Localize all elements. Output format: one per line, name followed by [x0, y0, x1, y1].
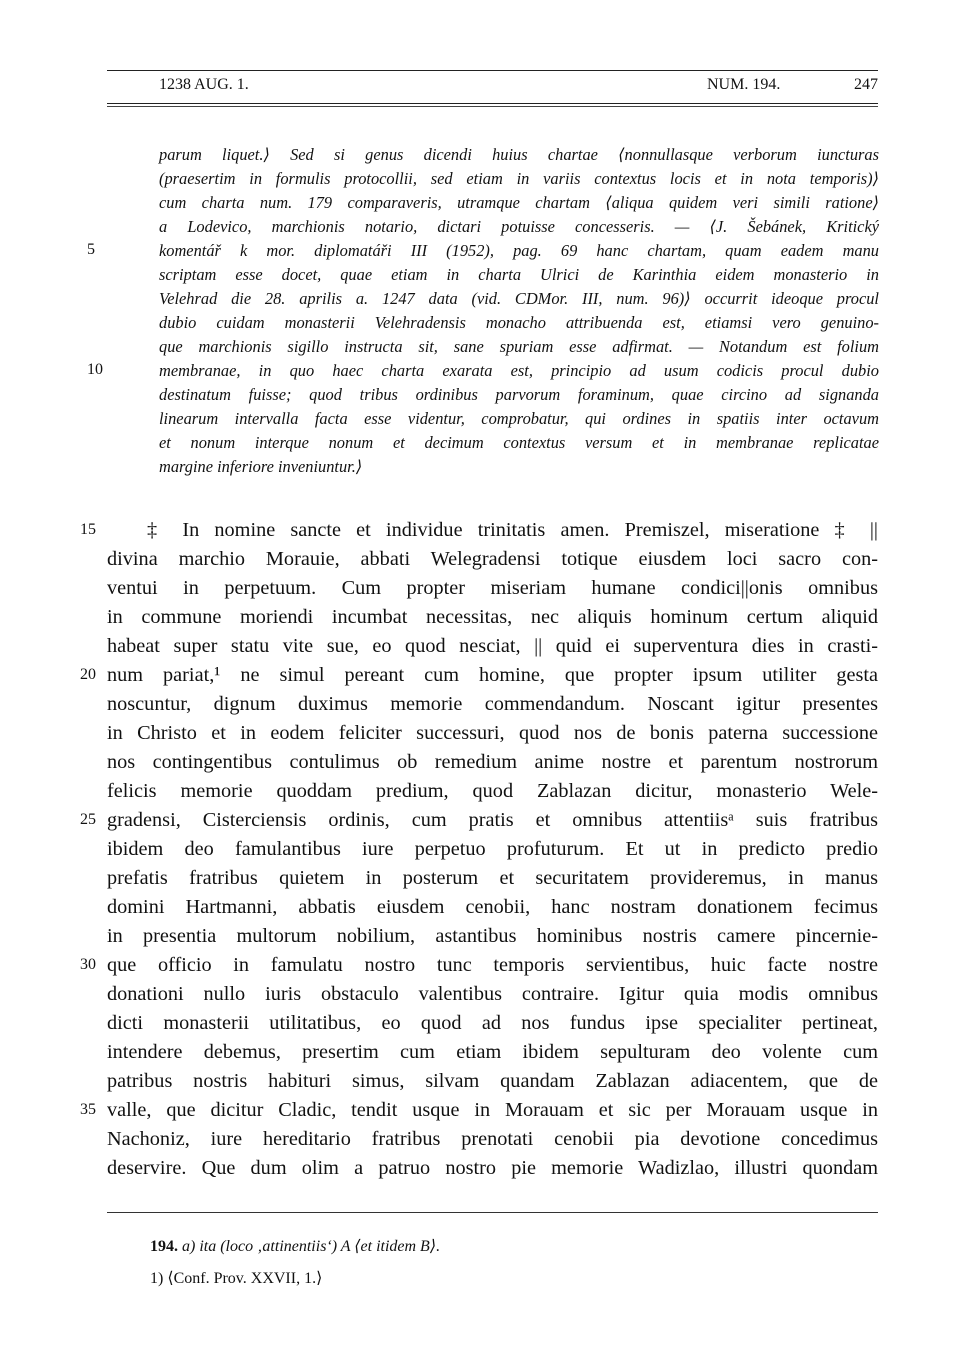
- commentary-line: membranae, in quo haec charta exarata est, principio ad usum codicis procul dubio: [159, 361, 879, 380]
- charter-line: in presentia multorum nobilium, astantibus hominibus nostris camere pincernie-: [107, 925, 878, 947]
- commentary-line: parum liquet.⟩ Sed si genus dicendi huius chartae ⟨nonnullasque verborum iuncturas: [159, 145, 879, 164]
- charter-line: ‡ In nomine sancte et individue trinitatis amen. Premiszel, miseratione ‡ ||: [147, 519, 878, 541]
- charter-line: deservire. Que dum olim a patruo nostro pie memorie Wadizlao, illustri quondam: [107, 1157, 878, 1179]
- header-rule-top: [107, 70, 878, 71]
- footnote-rule: [107, 1212, 878, 1213]
- charter-line: domini Hartmanni, abbatis eiusdem cenobii, hanc nostram donationem fecimus: [107, 896, 878, 918]
- running-header: [107, 76, 878, 98]
- line-number-20: 20: [80, 666, 96, 683]
- footnote-a: [150, 1236, 440, 1256]
- commentary-line: et nonum interque nonum et decimum contextus versum et in membranae replicatae: [159, 433, 879, 452]
- commentary-line: que marchionis sigillo instructa sit, sane spuriam esse adfirmat. — Notandum est folium: [159, 337, 879, 356]
- charter-line: in Christo et in eodem feliciter successuri, quod nos de bonis paterna successione: [107, 722, 878, 744]
- line-number-5: 5: [87, 241, 95, 258]
- charter-line: ibidem deo famulantibus iure perpetuo profuturum. Et ut in predicto predio: [107, 838, 878, 860]
- charter-line: habeat super statu vite sue, eo quod nesciat, || quid ei superventura dies in crasti-: [107, 635, 878, 657]
- charter-line: num pariat,¹ ne simul pereant cum homine, que propter ipsum utiliter gesta: [107, 664, 878, 686]
- commentary-line: dubio cuidam monasterii Velehradensis monacho attribuenda est, etiamsi vero genuino-: [159, 313, 879, 332]
- charter-line: noscuntur, dignum duximus memorie commendandum. Noscant igitur presentes: [107, 693, 878, 715]
- footnote-a-text: ita (loco ‚attinentiis‘) A ⟨et itidem B⟩.: [199, 1238, 441, 1255]
- charter-line: intendere debemus, presertim cum etiam ibidem sepulturam deo volente cum: [107, 1041, 878, 1063]
- charter-line: divina marchio Morauie, abbati Welegradensi totique eiusdem loci sacro con-: [107, 548, 878, 570]
- commentary-line: cum charta num. 179 comparaveris, utramque chartam ⟨aliqua quidem veri simili ratione⟩: [159, 193, 879, 212]
- header-rule-bottom-thin: [107, 106, 878, 107]
- page-number: 247: [854, 76, 878, 93]
- charter-line: gradensi, Cisterciensis ordinis, cum pratis et omnibus attentiisᵃ suis fratribus: [107, 809, 878, 831]
- commentary-line: linearum intervalla facta esse videntur, comprobatur, qui ordines in spatiis inter octavum: [159, 409, 879, 428]
- header-document-number: NUM. 194.: [707, 76, 781, 93]
- commentary-line: margine inferiore inveniuntur.⟩: [159, 457, 363, 476]
- commentary-line: a Lodevico, marchionis notario, dictari potuisse concesseris. — ⟨J. Šebánek, Kritický: [159, 217, 879, 236]
- charter-line: nos contingentibus contulimus ob remedium anime nostre et parentum nostrorum: [107, 751, 878, 773]
- header-date: 1238 AUG. 1.: [159, 76, 249, 93]
- charter-line: dicti monasterii utilitatibus, eo quod ad nos fundus ipse specialiter pertineat,: [107, 1012, 878, 1034]
- line-number-15: 15: [80, 521, 96, 538]
- charter-line: ventui in perpetuum. Cum propter miseriam humane condici||onis omnibus: [107, 577, 878, 599]
- line-number-35: 35: [80, 1101, 96, 1118]
- charter-line: donationi nullo iuris obstaculo valentibus contraire. Igitur quia modis omnibus: [107, 983, 878, 1005]
- commentary-line: Velehrad die 28. aprilis a. 1247 data (vid. CDMor. III, num. 96)⟩ occurrit ideoque procul: [159, 289, 879, 308]
- charter-line: in commune moriendi incumbat necessitas, nec aliquis hominum certum aliquid: [107, 606, 878, 628]
- commentary-line: destinatum fuisse; quod tribus ordinibus parvorum foraminum, quae circino ad signanda: [159, 385, 879, 404]
- charter-line: felicis memorie quoddam predium, quod Zablazan dicitur, monasterio Wele-: [107, 780, 878, 802]
- footnote-1: 1) ⟨Conf. Prov. XXVII, 1.⟩: [150, 1270, 323, 1287]
- line-number-10: 10: [87, 361, 103, 378]
- line-number-25: 25: [80, 811, 96, 828]
- footnote-document-number: 194.: [150, 1238, 178, 1255]
- line-number-30: 30: [80, 956, 96, 973]
- header-rule-bottom: [107, 103, 878, 104]
- charter-line: patribus nostris habituri simus, silvam quandam Zablazan adiacentem, que de: [107, 1070, 878, 1092]
- commentary-line: scriptam esse docet, quae etiam in charta Ulrici de Karinthia eidem monasterio in: [159, 265, 879, 284]
- charter-line: prefatis fratribus quietem in posterum et securitatem provideremus, in manus: [107, 867, 878, 889]
- charter-line: Nachoniz, iure hereditario fratribus prenotati cenobii pia devotione concedimus: [107, 1128, 878, 1150]
- commentary-line: (praesertim in formulis protocollii, sed etiam in variis contextus locis et in nota temporis)⟩: [159, 169, 879, 188]
- charter-line: valle, que dicitur Cladic, tendit usque in Morauam et sic per Morauam usque in: [107, 1099, 878, 1121]
- charter-line: que officio in famulatu nostro tunc temporis servientibus, huic facte nostre: [107, 954, 878, 976]
- footnote-a-mark: a): [182, 1238, 196, 1255]
- commentary-line: komentář k mor. diplomatáři III (1952), pag. 69 hanc chartam, quam eadem manu: [159, 241, 879, 260]
